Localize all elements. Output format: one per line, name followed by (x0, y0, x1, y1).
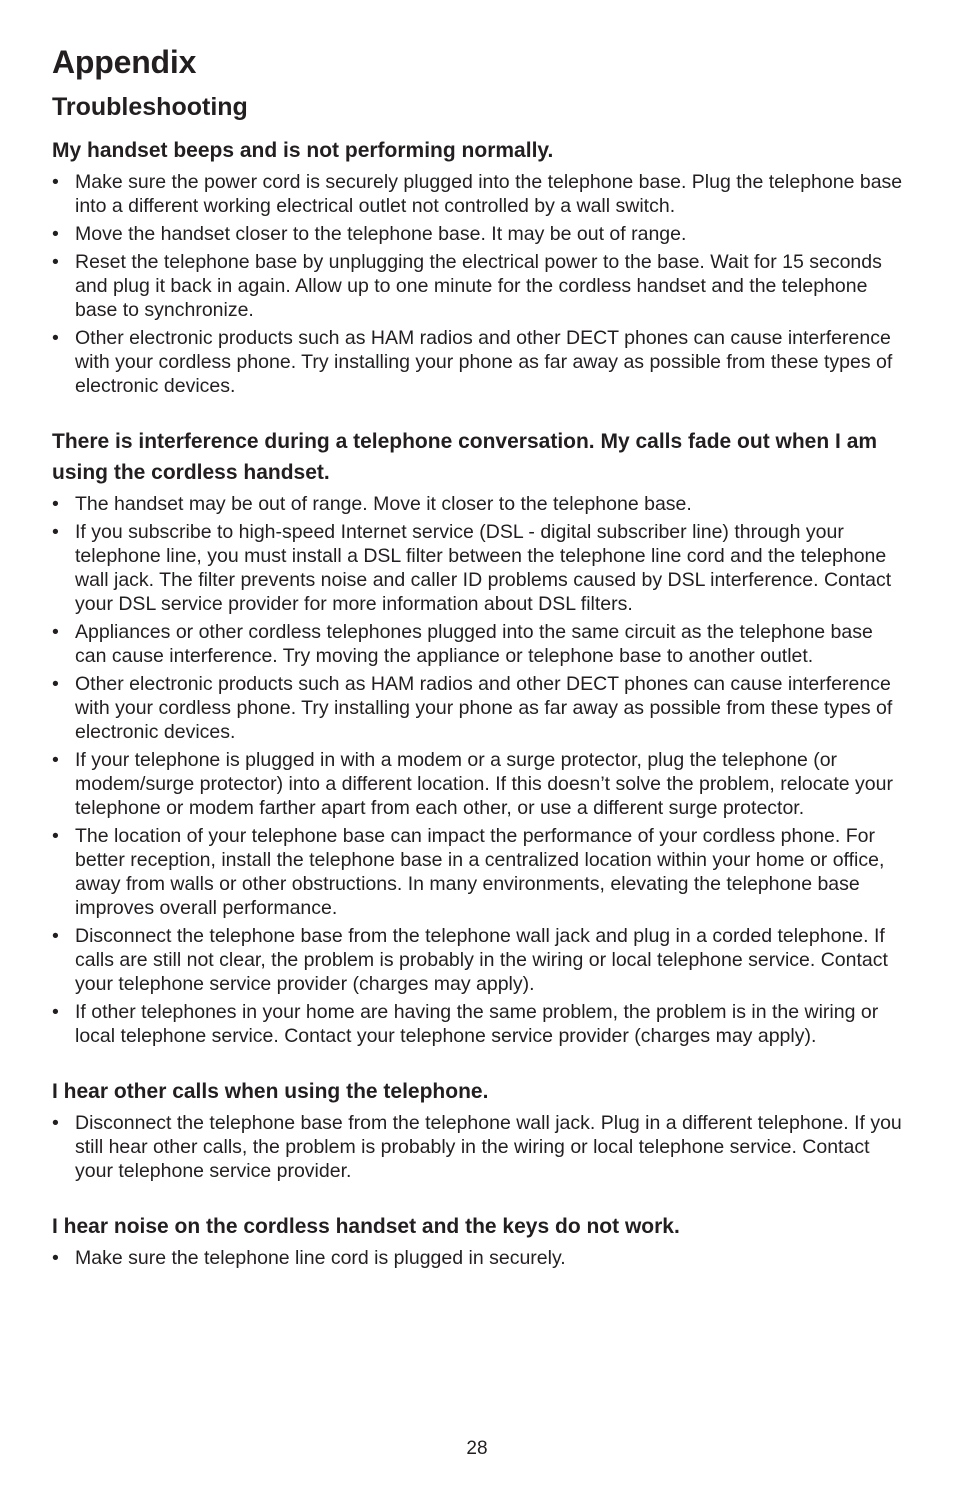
list-item (52, 326, 906, 398)
list-item-text: Other electronic products such as HAM radios and other DECT phones can cause interference with your cordless phone. Try installing your phone as far away as possible from these types of electronic devices. (75, 673, 893, 743)
troubleshoot-section-handset-beeps (52, 135, 906, 398)
list-item-text: If your telephone is plugged in with a modem or a surge protector, plug the telephone (or modem/surge protector) into a different location. If this doesn’t solve the problem, relocate your telephone or modem farther apart from each other, or use a different surge protector. (75, 749, 893, 819)
list-item-text: Disconnect the telephone base from the telephone wall jack and plug in a corded telephone. If calls are still not clear, the problem is probably in the wiring or local telephone service. Contact your telephone service provider (charges may apply). (75, 925, 888, 995)
list-item-text: Appliances or other cordless telephones plugged into the same circuit as the telephone base can cause interference. Try moving the appliance or telephone base to another outlet. (75, 621, 873, 667)
list-item-text: Make sure the telephone line cord is plugged in securely. (75, 1247, 566, 1269)
list-item (52, 924, 906, 996)
troubleshoot-section-other-calls (52, 1076, 906, 1183)
bullet-icon: • (52, 673, 59, 695)
page-heading: Appendix (52, 44, 197, 80)
bullet-icon: • (52, 1112, 59, 1134)
bullet-icon: • (52, 749, 59, 771)
list-item (52, 824, 906, 920)
bullet-icon: • (52, 223, 59, 245)
list-item (52, 222, 906, 246)
bullet-list (52, 1111, 906, 1183)
bullet-icon: • (52, 621, 59, 643)
section-title: My handset beeps and is not performing normally. (52, 139, 554, 162)
list-item-text: If you subscribe to high-speed Internet service (DSL - digital subscriber line) through your telephone line, you must install a DSL filter between the telephone line cord and the telephone wall jack. The filter prevents noise and caller ID problems caused by DSL interference. Contact your DSL service provider for more information about DSL filters. (75, 521, 892, 615)
bullet-list (52, 170, 906, 398)
section-title: There is interference during a telephone conversation. My calls fade out when I am using the cordless handset. (52, 430, 878, 484)
troubleshoot-section-interference (52, 426, 906, 1048)
list-item-text: The location of your telephone base can impact the performance of your cordless phone. For better reception, install the telephone base in a centralized location within your home or office, away from walls or other obstructions. In many environments, elevating the telephone base improves overall performance. (75, 825, 885, 919)
section-title: I hear noise on the cordless handset and the keys do not work. (52, 1215, 680, 1238)
list-item (52, 672, 906, 744)
list-item (52, 620, 906, 668)
list-item-text: The handset may be out of range. Move it closer to the telephone base. (75, 493, 692, 515)
list-item-text: Move the handset closer to the telephone base. It may be out of range. (75, 223, 687, 245)
bullet-icon: • (52, 521, 59, 543)
list-item (52, 1000, 906, 1048)
troubleshoot-section-noise-keys (52, 1211, 906, 1270)
list-item (52, 1246, 906, 1270)
list-item (52, 520, 906, 616)
bullet-icon: • (52, 171, 59, 193)
list-item-text: Other electronic products such as HAM radios and other DECT phones can cause interference with your cordless phone. Try installing your phone as far away as possible from these types of electronic devices. (75, 327, 893, 397)
bullet-icon: • (52, 825, 59, 847)
list-item (52, 1111, 906, 1183)
list-item-text: Reset the telephone base by unplugging the electrical power to the base. Wait for 15 seconds and plug it back in again. Allow up to one minute for the cordless handset and the telephone base to synchronize. (75, 251, 882, 321)
list-item (52, 250, 906, 322)
bullet-list (52, 492, 906, 1048)
list-item (52, 492, 906, 516)
bullet-list (52, 1246, 906, 1270)
bullet-icon: • (52, 493, 59, 515)
bullet-icon: • (52, 1001, 59, 1023)
section-title: I hear other calls when using the telephone. (52, 1080, 489, 1103)
list-item-text: If other telephones in your home are having the same problem, the problem is in the wiring or local telephone service. Contact your telephone service provider (charges may apply). (75, 1001, 879, 1047)
list-item (52, 748, 906, 820)
list-item (52, 170, 906, 218)
bullet-icon: • (52, 1247, 59, 1269)
list-item-text: Disconnect the telephone base from the telephone wall jack. Plug in a different telephone. If you still hear other calls, the problem is probably in the wiring or local telephone service. Contact your telephone service provider. (75, 1112, 902, 1182)
list-item-text: Make sure the power cord is securely plugged into the telephone base. Plug the telephone base into a different working electrical outlet not controlled by a wall switch. (75, 171, 903, 217)
section-heading-troubleshooting: Troubleshooting (52, 93, 248, 121)
bullet-icon: • (52, 925, 59, 947)
bullet-icon: • (52, 251, 59, 273)
manual-page (52, 42, 906, 1274)
bullet-icon: • (52, 327, 59, 349)
page-number: 28 (466, 1438, 488, 1459)
